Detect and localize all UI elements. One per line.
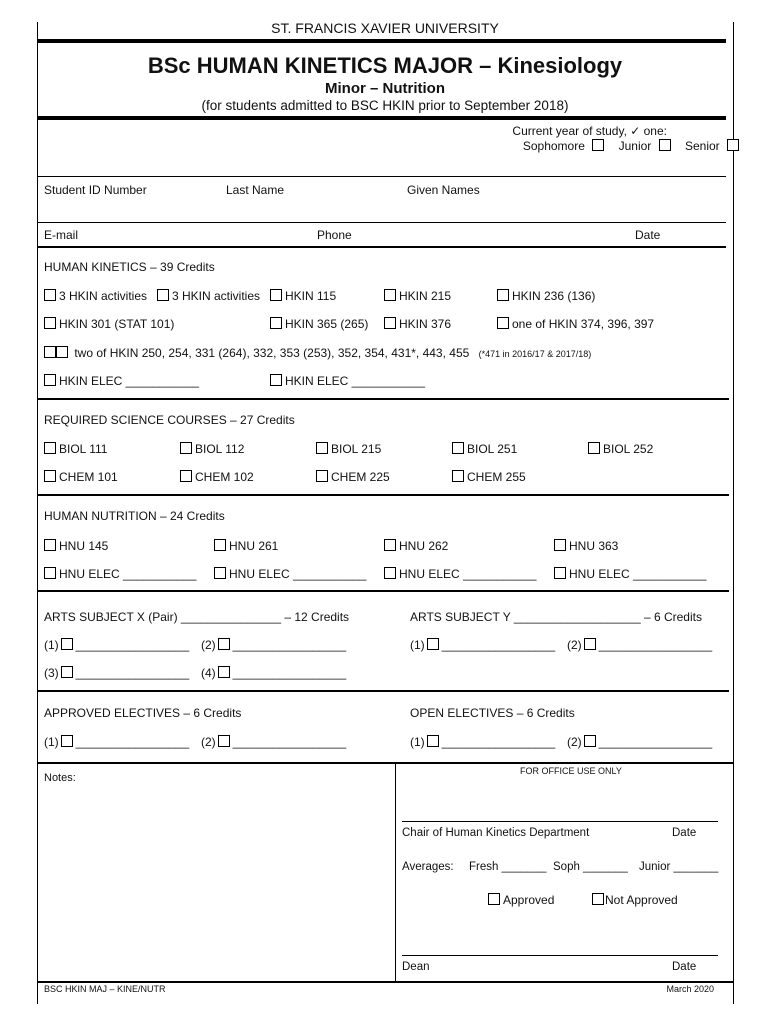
form-code: BSC HKIN MAJ – KINE/NUTR xyxy=(44,984,166,994)
arts-x-label: ARTS SUBJECT X (Pair) _______________ – 12 Credits xyxy=(44,610,350,624)
checkbox-icon[interactable] xyxy=(384,539,396,551)
checkbox-icon[interactable] xyxy=(384,567,396,579)
science-course[interactable]: CHEM 102 xyxy=(180,470,254,484)
science-course[interactable]: BIOL 112 xyxy=(180,442,244,456)
open-elective-field[interactable]: (2) _________________ xyxy=(567,735,713,749)
checkbox-icon[interactable] xyxy=(44,346,56,358)
checkbox-icon[interactable] xyxy=(427,735,439,747)
nutrition-elective[interactable]: HNU ELEC ___________ xyxy=(44,567,196,581)
science-course[interactable]: CHEM 255 xyxy=(452,470,526,484)
checkbox-icon[interactable] xyxy=(157,289,169,301)
chair-signature-line[interactable] xyxy=(402,821,718,822)
checkbox-icon[interactable] xyxy=(384,317,396,329)
page-title: BSc HUMAN KINETICS MAJOR – Kinesiology xyxy=(147,53,623,78)
header-top-rule xyxy=(37,39,726,43)
approved-elective-field[interactable]: (1) _________________ xyxy=(44,735,190,749)
section-divider xyxy=(37,494,729,496)
science-course[interactable]: BIOL 251 xyxy=(452,442,517,456)
checkbox-icon[interactable] xyxy=(497,317,509,329)
hkin-footnote: (*471 in 2016/17 & 2017/18) xyxy=(478,349,592,359)
not-approved-checkbox[interactable] xyxy=(592,893,604,905)
nutrition-elective[interactable]: HNU ELEC ___________ xyxy=(384,567,536,581)
checkbox-icon[interactable] xyxy=(584,735,596,747)
form-date: March 2020 xyxy=(666,984,714,994)
nutrition-course[interactable]: HNU 145 xyxy=(44,539,108,553)
checkbox-icon[interactable] xyxy=(452,470,464,482)
checkbox-icon[interactable] xyxy=(214,567,226,579)
checkbox-icon[interactable] xyxy=(44,567,56,579)
checkbox-icon[interactable] xyxy=(44,289,56,301)
section-divider xyxy=(37,398,729,400)
hkin-course[interactable]: HKIN 115 xyxy=(270,289,336,303)
checkbox-icon[interactable] xyxy=(427,638,439,650)
checkbox-icon[interactable] xyxy=(44,317,56,329)
student-info-top-rule xyxy=(37,176,726,177)
nutrition-elective[interactable]: HNU ELEC ___________ xyxy=(554,567,706,581)
science-heading: REQUIRED SCIENCE COURSES – 27 Credits xyxy=(44,413,295,427)
admission-note: (for students admitted to BSC HKIN prior to September 2018) xyxy=(201,98,569,113)
checkbox-icon[interactable] xyxy=(384,289,396,301)
checkbox-icon[interactable] xyxy=(56,346,68,358)
science-course[interactable]: BIOL 215 xyxy=(316,442,381,456)
junior-checkbox[interactable] xyxy=(659,139,671,151)
checkbox-icon[interactable] xyxy=(61,638,73,650)
hkin-course[interactable]: 3 HKIN activities xyxy=(44,289,147,303)
header-bottom-rule xyxy=(37,116,726,120)
fresh-average[interactable]: Fresh _______ xyxy=(469,861,547,873)
sophomore-checkbox[interactable] xyxy=(592,139,604,151)
checkbox-icon[interactable] xyxy=(588,442,600,454)
checkbox-icon[interactable] xyxy=(452,442,464,454)
arts-x-field[interactable]: (3) _________________ xyxy=(44,666,190,680)
office-use-heading: FOR OFFICE USE ONLY xyxy=(520,766,622,776)
dean-signature-line[interactable] xyxy=(402,955,718,956)
science-course[interactable]: CHEM 225 xyxy=(316,470,390,484)
approved-checkbox[interactable] xyxy=(488,893,500,905)
approved-electives-label: APPROVED ELECTIVES – 6 Credits xyxy=(44,706,242,720)
hkin-course[interactable]: HKIN 365 (265) xyxy=(270,317,368,331)
checkbox-icon[interactable] xyxy=(44,470,56,482)
bottom-rule xyxy=(37,981,734,983)
section-divider xyxy=(37,690,729,692)
hkin-course[interactable]: HKIN 215 xyxy=(384,289,451,303)
year-of-study-options xyxy=(523,139,742,153)
checkbox-icon[interactable] xyxy=(61,735,73,747)
checkbox-icon[interactable] xyxy=(214,539,226,551)
checkbox-icon[interactable] xyxy=(316,442,328,454)
right-border xyxy=(733,22,734,1004)
science-course[interactable]: CHEM 101 xyxy=(44,470,118,484)
sophomore-label: Sophomore xyxy=(522,139,585,153)
arts-y-label: ARTS SUBJECT Y ___________________ – 6 Credits xyxy=(410,610,702,624)
senior-label: Senior xyxy=(684,139,720,153)
date-label: Date xyxy=(635,228,661,242)
student-id-label: Student ID Number xyxy=(44,183,147,197)
hkin-course[interactable]: HKIN 301 (STAT 101) xyxy=(44,317,174,331)
hkin-elective[interactable]: HKIN ELEC ___________ xyxy=(270,374,425,388)
nutrition-elective[interactable]: HNU ELEC ___________ xyxy=(214,567,366,581)
approved-elective-field[interactable]: (2) _________________ xyxy=(201,735,347,749)
arts-x-field[interactable]: (4) _________________ xyxy=(201,666,347,680)
checkbox-icon[interactable] xyxy=(44,539,56,551)
arts-x-field[interactable]: (2) _________________ xyxy=(201,638,347,652)
science-course[interactable]: BIOL 111 xyxy=(44,442,107,456)
not-approved-option[interactable]: Not Approved xyxy=(592,893,678,907)
junior-label: Junior xyxy=(618,139,652,153)
left-border xyxy=(37,22,38,1004)
year-of-study-label: Current year of study, ✓ one: xyxy=(512,124,667,138)
hkin-course[interactable]: 3 HKIN activities xyxy=(157,289,260,303)
hkin-course[interactable]: one of HKIN 374, 396, 397 xyxy=(497,317,654,331)
averages-label: Averages: xyxy=(402,861,454,873)
checkbox-icon[interactable] xyxy=(270,317,282,329)
checkbox-icon[interactable] xyxy=(218,666,230,678)
hkin-two-of-row[interactable]: two of HKIN 250, 254, 331 (264), 332, 353 (253), 352, 354, 431*, 443, 455 (*471 in 2016/17 & 2017/18) xyxy=(44,346,591,360)
senior-checkbox[interactable] xyxy=(727,139,739,151)
last-name-label: Last Name xyxy=(226,183,285,197)
soph-average[interactable]: Soph _______ xyxy=(553,861,628,873)
hkin-elective[interactable]: HKIN ELEC ___________ xyxy=(44,374,199,388)
nutrition-heading: HUMAN NUTRITION – 24 Credits xyxy=(44,509,225,523)
checkbox-icon[interactable] xyxy=(497,289,509,301)
hkin-course[interactable]: HKIN 376 xyxy=(384,317,451,331)
checkbox-icon[interactable] xyxy=(270,374,282,386)
page-subtitle: Minor – Nutrition xyxy=(325,80,445,97)
phone-label: Phone xyxy=(317,228,352,242)
chair-label: Chair of Human Kinetics Department xyxy=(402,827,590,839)
section-divider xyxy=(37,590,729,592)
checkbox-icon[interactable] xyxy=(270,289,282,301)
arts-y-field[interactable]: (2) _________________ xyxy=(567,638,713,652)
arts-x-field[interactable]: (1) _________________ xyxy=(44,638,190,652)
open-elective-field[interactable]: (1) _________________ xyxy=(410,735,556,749)
checkbox-icon[interactable] xyxy=(554,567,566,579)
checkbox-icon[interactable] xyxy=(316,470,328,482)
hkin-heading: HUMAN KINETICS – 39 Credits xyxy=(44,260,215,274)
checkbox-icon[interactable] xyxy=(554,539,566,551)
university-name: ST. FRANCIS XAVIER UNIVERSITY xyxy=(271,20,499,36)
arts-y-field[interactable]: (1) _________________ xyxy=(410,638,556,652)
checkbox-icon[interactable] xyxy=(180,442,192,454)
checkbox-icon[interactable] xyxy=(61,666,73,678)
checkbox-icon[interactable] xyxy=(218,638,230,650)
checkbox-icon[interactable] xyxy=(44,374,56,386)
notes-top-rule xyxy=(37,762,734,764)
notes-label: Notes: xyxy=(44,772,76,784)
dean-date-label: Date xyxy=(672,961,697,973)
nutrition-course[interactable]: HNU 261 xyxy=(214,539,278,553)
checkbox-icon[interactable] xyxy=(218,735,230,747)
given-names-label: Given Names xyxy=(407,183,480,197)
checkbox-icon[interactable] xyxy=(44,442,56,454)
junior-average[interactable]: Junior _______ xyxy=(639,861,719,873)
email-top-rule xyxy=(37,222,726,223)
email-label: E-mail xyxy=(44,228,79,242)
checkbox-icon[interactable] xyxy=(180,470,192,482)
office-box-divider xyxy=(395,762,396,982)
dean-label: Dean xyxy=(402,961,430,973)
open-electives-label: OPEN ELECTIVES – 6 Credits xyxy=(410,706,575,720)
approved-option[interactable]: Approved xyxy=(488,893,554,907)
checkbox-icon[interactable] xyxy=(584,638,596,650)
nutrition-course[interactable]: HNU 363 xyxy=(554,539,618,553)
hkin-course[interactable]: HKIN 236 (136) xyxy=(497,289,595,303)
chair-date-label: Date xyxy=(672,827,697,839)
email-bottom-rule xyxy=(37,246,726,248)
science-course[interactable]: BIOL 252 xyxy=(588,442,653,456)
nutrition-course[interactable]: HNU 262 xyxy=(384,539,448,553)
